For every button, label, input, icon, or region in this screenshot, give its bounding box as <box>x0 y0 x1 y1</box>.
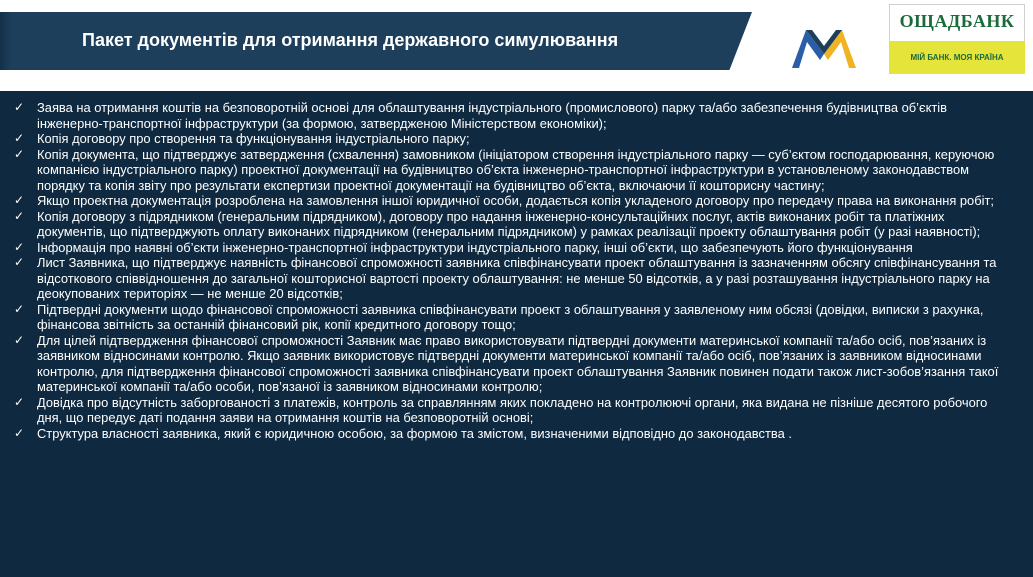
list-item <box>0 302 1033 333</box>
checkmark-icon: ✓ <box>14 146 25 161</box>
checkmark-icon: ✓ <box>14 239 25 254</box>
list-item-text: Для цілей підтвердження фінансової спроможності Заявник має право використовувати підтвердні документи материнської компанії та/або осіб, пов’язаних із заявником відносинами контролю. Якщо заявник використовує підтвердні документи материнської компанії та/або осіб, пов’язаних із заявником відносинами контролю, для підтвердження фінансової спроможності заявника співфінансувати проект облаштування Заявник повинен подати також лист-зобов’язання такої материнської компанії та/або особи, пов’язаної із заявником відносинами контролю; <box>37 332 999 394</box>
list-item <box>0 255 1033 302</box>
list-item-text: Довідка про відсутність заборгованості з платежів, контроль за справлянням яких покладено на контролюючі органи, яка видана не пізніше десятого робочого дня, що передує даті подання заяви на отримання коштів на безповоротній основі; <box>37 394 988 425</box>
checkmark-icon: ✓ <box>14 208 25 223</box>
list-item <box>0 333 1033 395</box>
list-item <box>0 426 1033 442</box>
list-item <box>0 147 1033 194</box>
checkmark-icon: ✓ <box>14 425 25 440</box>
page-title: Пакет документів для отримання державного симулювання <box>82 30 619 50</box>
list-item <box>0 240 1033 256</box>
documents-list <box>0 100 1033 441</box>
bank-slogan: МІЙ БАНК. МОЯ КРАЇНА <box>910 53 1004 62</box>
list-item-text: Якщо проектна документація розроблена на замовлення іншої юридичної особи, додається копія укладеного договору про передачу права на виконання робіт; <box>37 193 994 208</box>
list-item <box>0 395 1033 426</box>
checkmark-icon: ✓ <box>14 301 25 316</box>
list-item <box>0 100 1033 131</box>
bank-name: ОЩАДБАНК <box>899 11 1015 31</box>
list-item-text: Інформація про наявні об’єкти інженерно-транспортної інфраструктури індустріального парку, інші об’єкти, що забезпечують його функціонування <box>37 239 913 255</box>
bank-logo <box>889 4 1025 74</box>
checkmark-icon: ✓ <box>14 131 25 145</box>
list-item-text: Копія договору з підрядником (генеральним підрядником), договору про надання інженерно-консультаційних послуг, актів виконаних робіт та платіжних документів, що підтверджують оплату виконаних підрядником (генеральним підрядником) у рамках реалізації проекту облаштування робіт (у разі наявності); <box>37 208 981 239</box>
list-item-text: Лист Заявника, що підтверджує наявність фінансової спроможності заявника співфінансувати проект облаштування із зазначенням обсягу співфінансування та відсоткового співвідношення до загальної кошторисної вартості проекту облаштування: не менше 50 відсотків, а у разі розташування індустріального парку на деокупованих територіях — не менше 20 відсотків; <box>37 255 997 301</box>
checkmark-icon: ✓ <box>14 193 25 207</box>
list-item-text: Копія документа, що підтверджує затвердження (схвалення) замовником (ініціатором створення індустріального парку — суб’єктом господарювання, керуючою компанією індустріального парку) проектної документації на будівництво об’єкта інженерно-транспортної інфраструктури в установленому законодавством порядку та копія звіту про результати експертизи проектної документації на будівництво об’єкта, включаючи її кошторисну частину; <box>37 146 995 193</box>
list-item-text: Заява на отримання коштів на безповоротній основі для облаштування індустріального (промислового) парку та/або забезпечення будівництва об’єктів інженерно-транспортної інфраструктури (за формою, затвердженою Міністерством економіки); <box>37 100 947 131</box>
list-item <box>0 209 1033 240</box>
checkmark-icon: ✓ <box>14 332 25 347</box>
checkmark-icon: ✓ <box>14 394 25 409</box>
checkmark-icon: ✓ <box>14 255 25 269</box>
list-item-text: Структура власності заявника, який є юридичною особою, за формою та змістом, визначеними відповідно до законодавства . <box>37 425 792 441</box>
list-item-text: Копія договору про створення та функціонування індустріального парку; <box>37 131 470 146</box>
list-item <box>0 131 1033 147</box>
checkmark-icon: ✓ <box>14 100 25 114</box>
m-logo-icon <box>790 24 858 70</box>
list-item <box>0 193 1033 209</box>
list-item-text: Підтвердні документи щодо фінансової спроможності заявника співфінансувати проект з облаштування у заявленому ним обсязі (довідки, виписки з рахунка, фінансова звітність за останній фінансовий рік, копії кредитного договору тощо; <box>37 301 984 332</box>
